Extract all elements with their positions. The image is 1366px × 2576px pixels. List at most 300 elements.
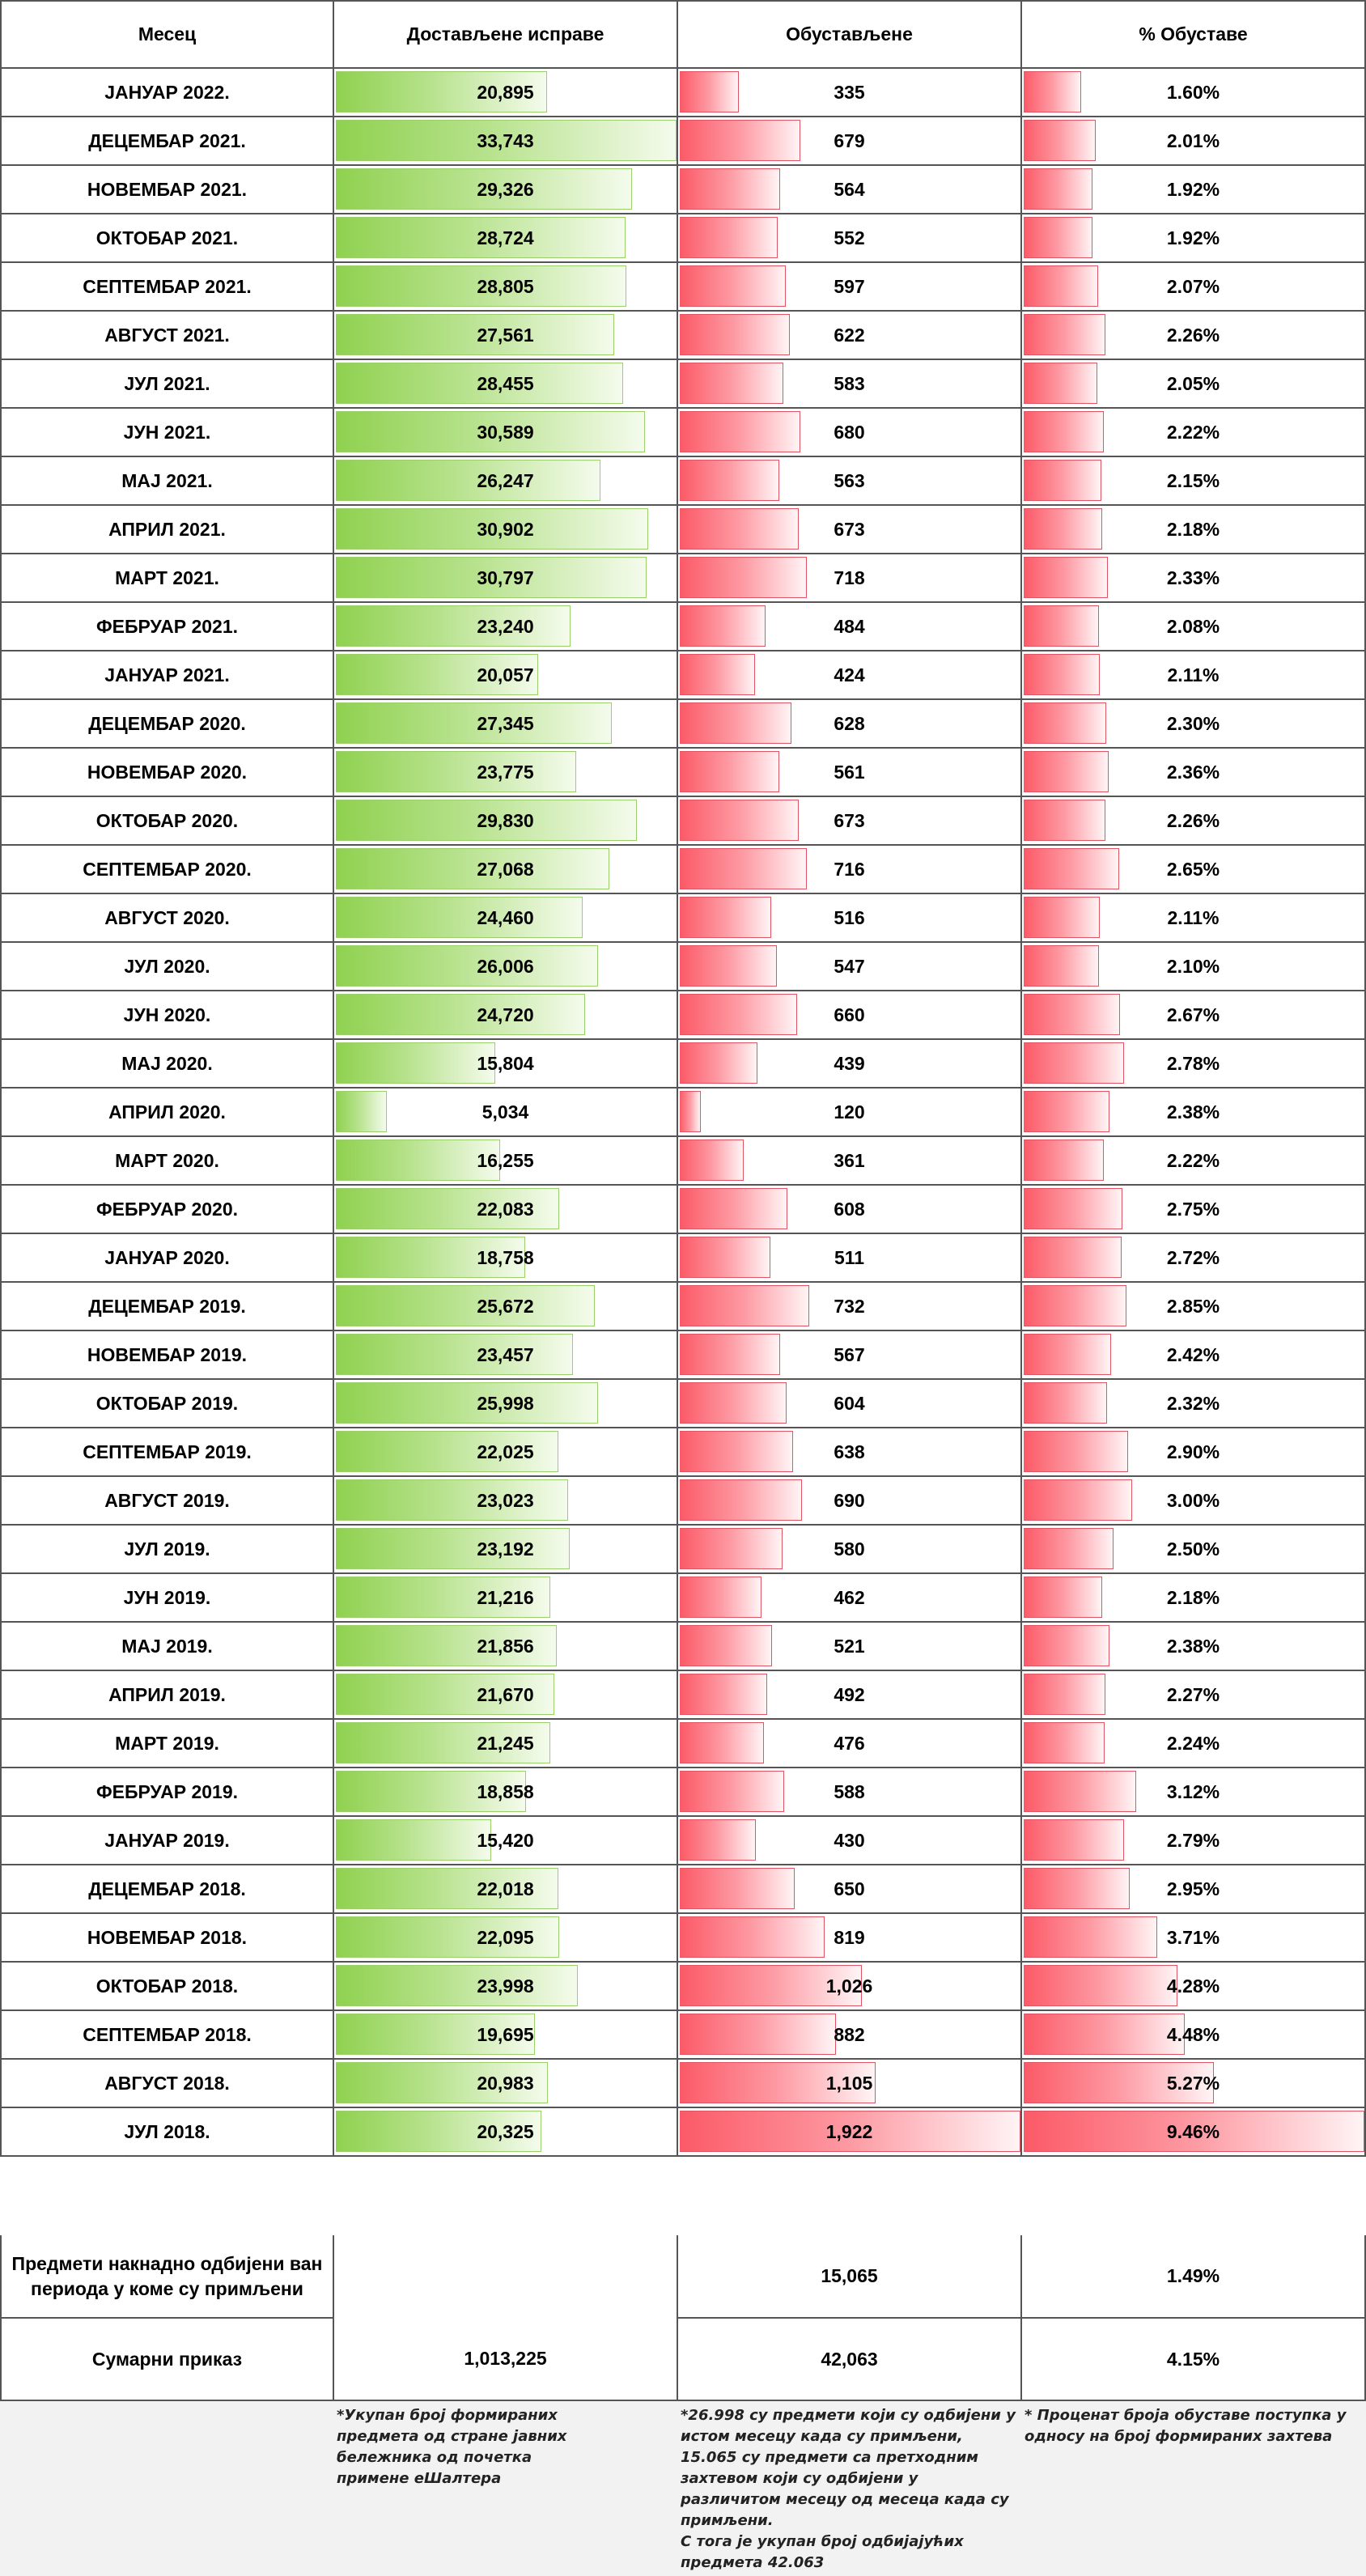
delivered-cell xyxy=(334,312,678,360)
delivered-cell xyxy=(334,1477,678,1526)
month-cell: ЈУЛ 2021. xyxy=(0,360,334,409)
late-rejected-suspended: 15,065 xyxy=(678,2235,1022,2319)
delivered-cell xyxy=(334,797,678,846)
header-delivered: Достављене исправе xyxy=(334,0,678,69)
suspended-bar xyxy=(680,1431,793,1472)
pct-value: 3.71% xyxy=(1166,1926,1220,1948)
summary-pct: 4.15% xyxy=(1022,2319,1366,2401)
month-cell: МАРТ 2021. xyxy=(0,554,334,603)
suspended-cell xyxy=(678,1428,1022,1477)
suspended-cell xyxy=(678,1331,1022,1380)
delivered-cell xyxy=(334,846,678,894)
suspended-bar xyxy=(680,557,807,598)
delivered-value: 23,998 xyxy=(477,1975,534,1997)
suspended-value: 622 xyxy=(834,324,865,346)
suspended-cell xyxy=(678,894,1022,943)
pct-cell xyxy=(1022,1865,1366,1914)
suspended-bar xyxy=(680,1285,809,1326)
suspended-value: 424 xyxy=(834,664,865,685)
suspended-bar xyxy=(680,1819,756,1861)
delivered-cell xyxy=(334,991,678,1040)
pct-bar xyxy=(1024,1237,1122,1278)
suspended-cell xyxy=(678,263,1022,312)
suspended-value: 120 xyxy=(834,1101,865,1122)
suspended-bar xyxy=(680,2014,836,2055)
suspended-bar xyxy=(680,265,786,307)
delivered-bar xyxy=(336,1139,500,1181)
pct-value: 1.92% xyxy=(1166,178,1220,200)
pct-value: 2.18% xyxy=(1166,518,1220,540)
suspended-bar xyxy=(680,702,791,744)
pct-cell xyxy=(1022,1623,1366,1671)
delivered-value: 23,240 xyxy=(477,615,534,637)
suspended-cell xyxy=(678,2108,1022,2157)
pct-bar xyxy=(1024,1771,1136,1812)
month-cell: ЈАНУАР 2022. xyxy=(0,69,334,117)
pct-value: 2.07% xyxy=(1166,275,1220,297)
pct-cell xyxy=(1022,1817,1366,1865)
delivered-cell xyxy=(334,1817,678,1865)
delivered-bar xyxy=(336,314,614,355)
delivered-value: 24,720 xyxy=(477,1004,534,1025)
suspended-cell xyxy=(678,991,1022,1040)
suspended-value: 673 xyxy=(834,809,865,831)
pct-bar xyxy=(1024,848,1119,889)
delivered-cell xyxy=(334,1720,678,1768)
month-cell: ЈАНУАР 2019. xyxy=(0,1817,334,1865)
suspended-value: 335 xyxy=(834,81,865,103)
delivered-cell xyxy=(334,603,678,651)
suspended-cell xyxy=(678,603,1022,651)
pct-cell xyxy=(1022,117,1366,166)
suspended-bar xyxy=(680,1042,757,1084)
pct-value: 2.38% xyxy=(1166,1635,1220,1657)
suspended-value: 597 xyxy=(834,275,865,297)
delivered-value: 30,902 xyxy=(477,518,534,540)
suspended-bar xyxy=(680,1868,795,1909)
suspended-cell xyxy=(678,69,1022,117)
pct-cell xyxy=(1022,312,1366,360)
suspended-bar xyxy=(680,168,780,210)
pct-bar xyxy=(1024,1139,1104,1181)
suspended-cell xyxy=(678,1380,1022,1428)
pct-bar xyxy=(1024,1674,1105,1715)
pct-cell xyxy=(1022,1089,1366,1137)
suspended-bar xyxy=(680,654,755,695)
delivered-cell xyxy=(334,166,678,214)
suspended-cell xyxy=(678,1963,1022,2011)
delivered-value: 21,216 xyxy=(477,1586,534,1608)
delivered-cell xyxy=(334,1963,678,2011)
suspended-cell xyxy=(678,943,1022,991)
month-cell: МАЈ 2019. xyxy=(0,1623,334,1671)
month-cell: ДЕЦЕМБАР 2021. xyxy=(0,117,334,166)
delivered-value: 19,695 xyxy=(477,2023,534,2045)
pct-bar xyxy=(1024,557,1108,598)
pct-cell xyxy=(1022,1040,1366,1089)
note-suspended xyxy=(681,2405,1020,2574)
suspended-value: 628 xyxy=(834,712,865,734)
suspended-value: 690 xyxy=(834,1489,865,1511)
pct-cell xyxy=(1022,1380,1366,1428)
pct-value: 2.50% xyxy=(1166,1538,1220,1560)
month-cell: АПРИЛ 2020. xyxy=(0,1089,334,1137)
delivered-value: 30,797 xyxy=(477,567,534,588)
pct-cell xyxy=(1022,214,1366,263)
pct-value: 2.32% xyxy=(1166,1392,1220,1414)
delivered-value: 26,006 xyxy=(477,955,534,977)
suspended-value: 564 xyxy=(834,178,865,200)
delivered-value: 23,023 xyxy=(477,1489,534,1511)
delivered-bar xyxy=(336,1528,570,1569)
suspended-bar xyxy=(680,1091,701,1132)
delivered-cell xyxy=(334,1623,678,1671)
month-cell: СЕПТЕМБАР 2018. xyxy=(0,2011,334,2060)
delivered-value: 28,455 xyxy=(477,372,534,394)
suspended-value: 882 xyxy=(834,2023,865,2045)
pct-bar xyxy=(1024,508,1102,550)
suspended-bar xyxy=(680,1334,780,1375)
month-cell: ДЕЦЕМБАР 2020. xyxy=(0,700,334,749)
month-cell: ОКТОБАР 2020. xyxy=(0,797,334,846)
pct-value: 2.18% xyxy=(1166,1586,1220,1608)
month-cell: ЈУЛ 2020. xyxy=(0,943,334,991)
note-suspended-line-2: С тога је укупан број одбијајућих предмета 42.063 xyxy=(681,2533,964,2571)
delivered-cell xyxy=(334,457,678,506)
pct-cell xyxy=(1022,991,1366,1040)
delivered-value: 20,325 xyxy=(477,2120,534,2142)
pct-value: 2.90% xyxy=(1166,1441,1220,1462)
pct-cell xyxy=(1022,1477,1366,1526)
month-cell: ЈУН 2020. xyxy=(0,991,334,1040)
pct-bar xyxy=(1024,411,1104,452)
delivered-cell xyxy=(334,1914,678,1963)
month-cell: СЕПТЕМБАР 2020. xyxy=(0,846,334,894)
delivered-value: 24,460 xyxy=(477,906,534,928)
suspended-bar xyxy=(680,411,800,452)
suspended-value: 1,922 xyxy=(825,2120,873,2142)
pct-value: 2.24% xyxy=(1166,1732,1220,1754)
delivered-cell xyxy=(334,263,678,312)
suspended-cell xyxy=(678,1526,1022,1574)
suspended-cell xyxy=(678,1574,1022,1623)
suspended-value: 561 xyxy=(834,761,865,783)
pct-value: 2.95% xyxy=(1166,1878,1220,1899)
delivered-bar xyxy=(336,1334,573,1375)
pct-bar xyxy=(1024,800,1105,841)
delivered-cell xyxy=(334,554,678,603)
delivered-bar xyxy=(336,460,600,501)
delivered-value: 20,057 xyxy=(477,664,534,685)
pct-bar xyxy=(1024,217,1092,258)
delivered-cell xyxy=(334,700,678,749)
delivered-cell xyxy=(334,1331,678,1380)
delivered-value: 22,025 xyxy=(477,1441,534,1462)
month-cell: НОВЕМБАР 2021. xyxy=(0,166,334,214)
pct-cell xyxy=(1022,797,1366,846)
delivered-cell xyxy=(334,2011,678,2060)
delivered-bar xyxy=(336,945,598,987)
suspended-cell xyxy=(678,166,1022,214)
suspended-bar xyxy=(680,1577,761,1618)
suspended-value: 484 xyxy=(834,615,865,637)
pct-bar xyxy=(1024,1431,1128,1472)
month-cell: СЕПТЕМБАР 2019. xyxy=(0,1428,334,1477)
pct-value: 2.26% xyxy=(1166,324,1220,346)
month-cell: ДЕЦЕМБАР 2018. xyxy=(0,1865,334,1914)
suspended-bar xyxy=(680,508,799,550)
suspended-value: 361 xyxy=(834,1149,865,1171)
month-cell: МАРТ 2019. xyxy=(0,1720,334,1768)
pct-bar xyxy=(1024,1091,1109,1132)
delivered-bar xyxy=(336,605,571,647)
suspended-cell xyxy=(678,1283,1022,1331)
pct-cell xyxy=(1022,846,1366,894)
pct-value: 2.78% xyxy=(1166,1052,1220,1074)
delivered-cell xyxy=(334,943,678,991)
suspended-bar xyxy=(680,1916,825,1958)
delivered-value: 29,326 xyxy=(477,178,534,200)
pct-cell xyxy=(1022,166,1366,214)
suspended-bar xyxy=(680,1674,767,1715)
delivered-cell xyxy=(334,1428,678,1477)
suspended-cell xyxy=(678,1040,1022,1089)
delivered-value: 22,095 xyxy=(477,1926,534,1948)
delivered-bar xyxy=(336,1819,491,1861)
suspended-cell xyxy=(678,1137,1022,1186)
suspended-bar xyxy=(680,460,779,501)
pct-bar xyxy=(1024,1965,1177,2006)
pct-value: 2.05% xyxy=(1166,372,1220,394)
delivered-cell xyxy=(334,1186,678,1234)
delivered-value: 25,672 xyxy=(477,1295,534,1317)
pct-cell xyxy=(1022,1137,1366,1186)
delivered-cell xyxy=(334,1671,678,1720)
suspended-value: 462 xyxy=(834,1586,865,1608)
summary-label: Сумарни приказ xyxy=(0,2319,334,2401)
pct-cell xyxy=(1022,1671,1366,1720)
suspended-cell xyxy=(678,846,1022,894)
month-cell: НОВЕМБАР 2019. xyxy=(0,1331,334,1380)
pct-value: 2.27% xyxy=(1166,1683,1220,1705)
suspended-value: 819 xyxy=(834,1926,865,1948)
delivered-value: 21,245 xyxy=(477,1732,534,1754)
delivered-value: 15,420 xyxy=(477,1829,534,1851)
pct-bar xyxy=(1024,363,1097,404)
month-cell: АВГУСТ 2021. xyxy=(0,312,334,360)
delivered-value: 23,192 xyxy=(477,1538,534,1560)
pct-value: 2.42% xyxy=(1166,1343,1220,1365)
delivered-bar xyxy=(336,702,612,744)
pct-bar xyxy=(1024,1042,1124,1084)
suspended-value: 511 xyxy=(834,1246,865,1268)
delivered-cell xyxy=(334,1234,678,1283)
suspended-cell xyxy=(678,554,1022,603)
suspended-value: 521 xyxy=(834,1635,865,1657)
delivered-cell xyxy=(334,1137,678,1186)
summary-delivered xyxy=(334,2235,678,2401)
month-cell: МАЈ 2020. xyxy=(0,1040,334,1089)
pct-cell xyxy=(1022,1768,1366,1817)
pct-bar xyxy=(1024,1285,1126,1326)
suspended-bar xyxy=(680,945,777,987)
delivered-cell xyxy=(334,1089,678,1137)
suspended-bar xyxy=(680,120,800,161)
pct-cell xyxy=(1022,69,1366,117)
suspended-cell xyxy=(678,360,1022,409)
delivered-value: 33,743 xyxy=(477,129,534,151)
month-cell: ОКТОБАР 2019. xyxy=(0,1380,334,1428)
suspended-cell xyxy=(678,457,1022,506)
suspended-cell xyxy=(678,506,1022,554)
suspended-value: 563 xyxy=(834,469,865,491)
pct-value: 2.01% xyxy=(1166,129,1220,151)
suspended-value: 1,026 xyxy=(825,1975,873,1997)
month-cell: АПРИЛ 2021. xyxy=(0,506,334,554)
suspended-value: 547 xyxy=(834,955,865,977)
delivered-cell xyxy=(334,2108,678,2157)
pct-value: 2.30% xyxy=(1166,712,1220,734)
suspended-bar xyxy=(680,1771,784,1812)
header-suspended: Обустављене xyxy=(678,0,1022,69)
pct-bar xyxy=(1024,751,1109,792)
pct-value: 2.22% xyxy=(1166,1149,1220,1171)
delivered-cell xyxy=(334,2060,678,2108)
suspended-bar xyxy=(680,1237,770,1278)
suspended-cell xyxy=(678,1234,1022,1283)
suspended-bar xyxy=(680,363,783,404)
pct-value: 4.48% xyxy=(1166,2023,1220,2045)
suspended-value: 679 xyxy=(834,129,865,151)
suspended-value: 476 xyxy=(834,1732,865,1754)
pct-value: 2.38% xyxy=(1166,1101,1220,1122)
delivered-value: 28,805 xyxy=(477,275,534,297)
pct-bar xyxy=(1024,702,1106,744)
suspended-bar xyxy=(680,1188,787,1229)
pct-cell xyxy=(1022,651,1366,700)
delivered-bar xyxy=(336,1965,578,2006)
suspended-value: 439 xyxy=(834,1052,865,1074)
pct-value: 2.75% xyxy=(1166,1198,1220,1220)
month-cell: ЈАНУАР 2021. xyxy=(0,651,334,700)
pct-value: 2.65% xyxy=(1166,858,1220,880)
month-cell: ЈУЛ 2018. xyxy=(0,2108,334,2157)
suspended-value: 588 xyxy=(834,1780,865,1802)
delivered-cell xyxy=(334,1283,678,1331)
pct-cell xyxy=(1022,1234,1366,1283)
month-cell: ФЕБРУАР 2019. xyxy=(0,1768,334,1817)
suspended-bar xyxy=(680,1479,802,1521)
note-delivered: *Укупан број формираних предмета од стране јавних бележника од почетка примене еШалтера xyxy=(337,2407,567,2487)
header-month: Месец xyxy=(0,0,334,69)
pct-value: 2.79% xyxy=(1166,1829,1220,1851)
delivered-bar xyxy=(336,1042,495,1084)
pct-value: 2.67% xyxy=(1166,1004,1220,1025)
pct-bar xyxy=(1024,1188,1122,1229)
pct-cell xyxy=(1022,749,1366,797)
pct-value: 3.12% xyxy=(1166,1780,1220,1802)
pct-bar xyxy=(1024,71,1081,112)
delivered-value: 22,083 xyxy=(477,1198,534,1220)
summary-delivered-value: 1,013,225 xyxy=(464,2348,547,2369)
pct-bar xyxy=(1024,897,1100,938)
pct-value: 1.92% xyxy=(1166,227,1220,248)
pct-cell xyxy=(1022,360,1366,409)
suspended-value: 660 xyxy=(834,1004,865,1025)
delivered-value: 27,345 xyxy=(477,712,534,734)
pct-value: 2.22% xyxy=(1166,421,1220,443)
pct-cell xyxy=(1022,1574,1366,1623)
pct-bar xyxy=(1024,265,1098,307)
delivered-cell xyxy=(334,506,678,554)
delivered-cell xyxy=(334,360,678,409)
pct-cell xyxy=(1022,2011,1366,2060)
pct-cell xyxy=(1022,700,1366,749)
month-cell: СЕПТЕМБАР 2021. xyxy=(0,263,334,312)
month-cell: ЈУЛ 2019. xyxy=(0,1526,334,1574)
pct-bar xyxy=(1024,654,1100,695)
delivered-value: 27,561 xyxy=(477,324,534,346)
suspended-bar xyxy=(680,1139,744,1181)
pct-value: 2.08% xyxy=(1166,615,1220,637)
suspended-value: 680 xyxy=(834,421,865,443)
pct-bar xyxy=(1024,120,1096,161)
delivered-value: 18,758 xyxy=(477,1246,534,1268)
pct-cell xyxy=(1022,894,1366,943)
delivered-cell xyxy=(334,1380,678,1428)
pct-value: 2.33% xyxy=(1166,567,1220,588)
suspended-value: 638 xyxy=(834,1441,865,1462)
delivered-value: 23,775 xyxy=(477,761,534,783)
delivered-value: 20,983 xyxy=(477,2072,534,2094)
delivered-value: 18,858 xyxy=(477,1780,534,1802)
pct-bar xyxy=(1024,314,1105,355)
suspended-cell xyxy=(678,312,1022,360)
pct-value: 3.00% xyxy=(1166,1489,1220,1511)
suspended-bar xyxy=(680,1722,764,1763)
delivered-value: 21,670 xyxy=(477,1683,534,1705)
delivered-value: 25,998 xyxy=(477,1392,534,1414)
delivered-bar xyxy=(336,1382,598,1424)
delivered-value: 30,589 xyxy=(477,421,534,443)
delivered-bar xyxy=(336,848,609,889)
suspended-cell xyxy=(678,651,1022,700)
month-cell: ФЕБРУАР 2021. xyxy=(0,603,334,651)
pct-value: 2.15% xyxy=(1166,469,1220,491)
note-pct: * Проценат броја обуставе поступка у односу на број формираних захтева xyxy=(1024,2407,1347,2445)
summary-suspended: 42,063 xyxy=(678,2319,1022,2401)
pct-cell xyxy=(1022,506,1366,554)
pct-value: 9.46% xyxy=(1166,2120,1220,2142)
suspended-value: 718 xyxy=(834,567,865,588)
pct-bar xyxy=(1024,945,1099,987)
suspended-cell xyxy=(678,1817,1022,1865)
month-cell: ОКТОБАР 2021. xyxy=(0,214,334,263)
suspended-cell xyxy=(678,2060,1022,2108)
late-rejected-pct: 1.49% xyxy=(1022,2235,1366,2319)
suspended-value: 516 xyxy=(834,906,865,928)
pct-bar xyxy=(1024,1334,1111,1375)
pct-cell xyxy=(1022,1331,1366,1380)
delivered-cell xyxy=(334,214,678,263)
pct-bar xyxy=(1024,1382,1107,1424)
month-cell: ЈУН 2021. xyxy=(0,409,334,457)
pct-cell xyxy=(1022,1720,1366,1768)
pct-value: 2.36% xyxy=(1166,761,1220,783)
pct-bar xyxy=(1024,460,1101,501)
delivered-value: 16,255 xyxy=(477,1149,534,1171)
suspended-bar xyxy=(680,217,778,258)
